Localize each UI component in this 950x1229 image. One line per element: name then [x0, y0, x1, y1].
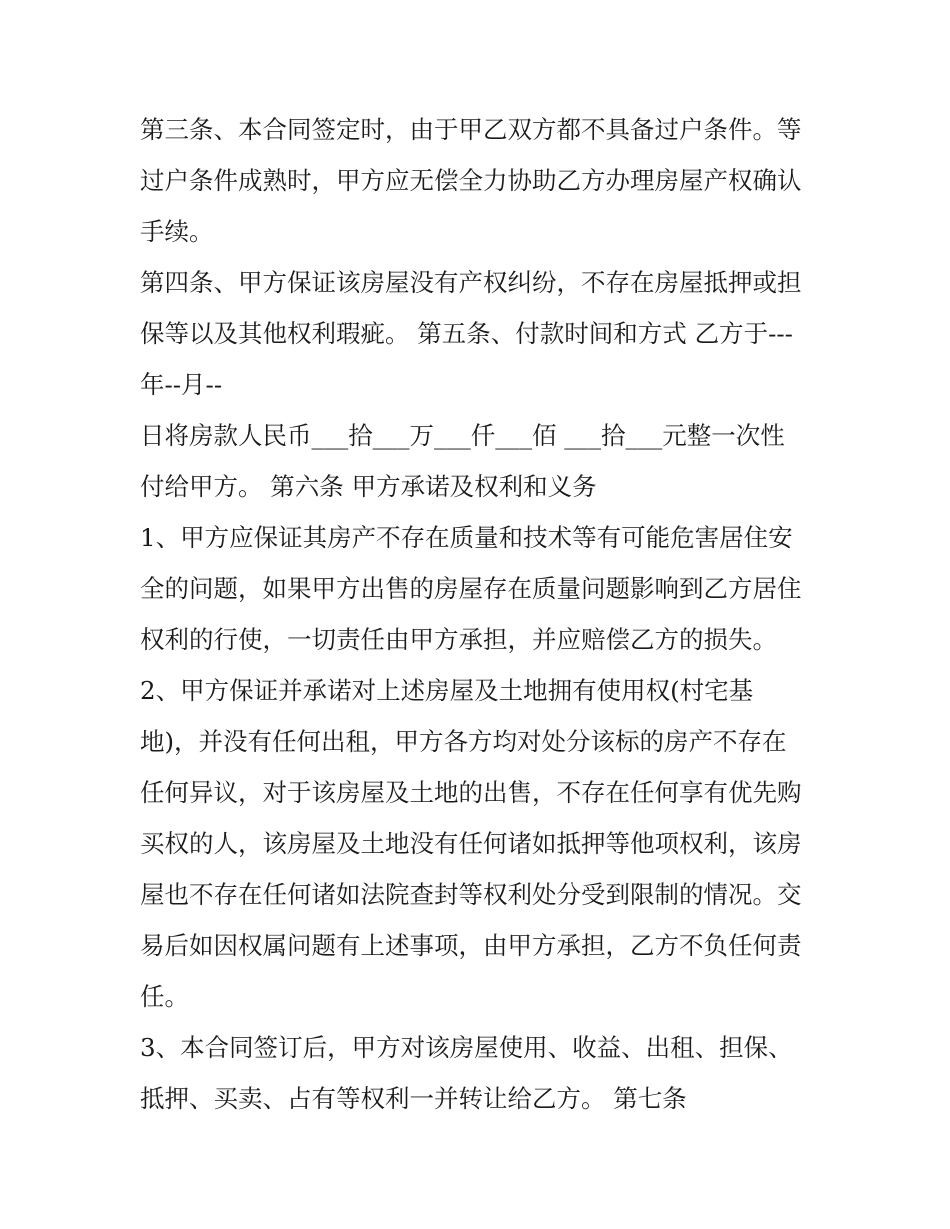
- text-line: 地)，并没有任何出租，甲方各方均对处分该标的房产不存在: [140, 727, 787, 756]
- text-line: 抵押、买卖、占有等权利一并转让给乙方。 第七条: [140, 1084, 687, 1113]
- text-line: 过户条件成熟时，甲方应无偿全力协助乙方办理房屋产权确认: [140, 166, 802, 195]
- clause-three-paragraph: [140, 104, 820, 257]
- text-line: 保等以及其他权利瑕疵。 第五条、付款时间和方式 乙方于---: [140, 319, 793, 348]
- text-line: 任何异议，对于该房屋及土地的出售，不存在任何享有优先购: [140, 778, 802, 807]
- text-line: 易后如因权属问题有上述事项，由甲方承担，乙方不负任何责: [140, 931, 802, 960]
- text-line: 屋也不存在任何诸如法院查封等权利处分受到限制的情况。交: [140, 880, 802, 909]
- text-line: 3、本合同签订后，甲方对该房屋使用、收益、出租、担保、: [140, 1033, 793, 1062]
- text-line: 手续。: [140, 217, 214, 246]
- payment-paragraph: [140, 410, 820, 512]
- text-line: 全的问题，如果甲方出售的房屋存在质量问题影响到乙方居住: [140, 574, 802, 603]
- text-line: 1、甲方应保证其房产不存在质量和技术等有可能危害居住安: [140, 523, 793, 552]
- text-line: 付给甲方。 第六条 甲方承诺及权利和义务: [140, 472, 597, 501]
- item-three-paragraph: [140, 1022, 820, 1124]
- text-line: 第四条、甲方保证该房屋没有产权纠纷，不存在房屋抵押或担: [140, 268, 802, 297]
- text-line: 任。: [140, 982, 189, 1011]
- text-line: 2、甲方保证并承诺对上述房屋及土地拥有使用权(村宅基: [140, 676, 754, 705]
- item-one-paragraph: [140, 512, 820, 665]
- clause-four-five-paragraph: [140, 257, 820, 410]
- item-two-paragraph: [140, 665, 820, 1022]
- text-line: 日将房款人民币___拾___万___仟___佰 ___拾___元整一次性: [140, 421, 785, 450]
- text-line: 年--月--: [140, 370, 223, 399]
- text-line: 权利的行使，一切责任由甲方承担，并应赔偿乙方的损失。: [140, 625, 777, 654]
- document-body: [140, 104, 820, 1124]
- text-line: 买权的人，该房屋及土地没有任何诸如抵押等他项权利，该房: [140, 829, 802, 858]
- text-line: 第三条、本合同签定时，由于甲乙双方都不具备过户条件。等: [140, 115, 802, 144]
